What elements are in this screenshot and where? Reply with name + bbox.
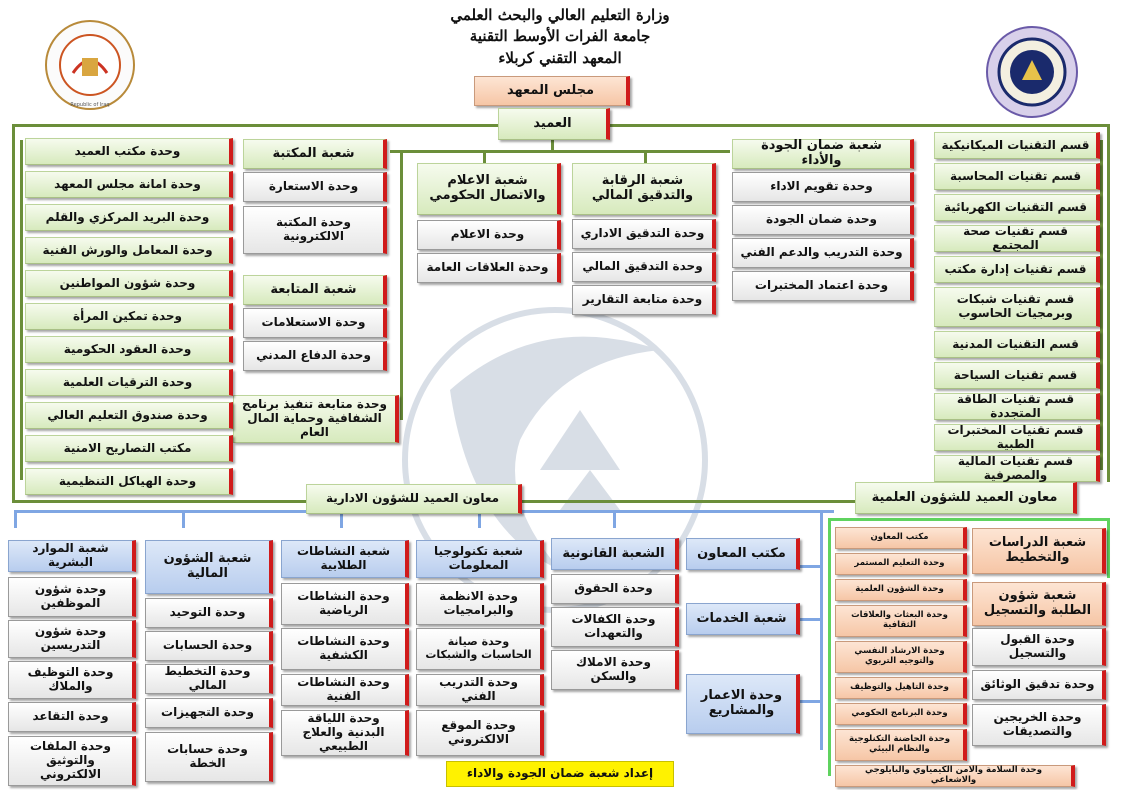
hr-unit-employees[interactable]: وحدة شؤون الموظفين <box>8 577 136 617</box>
institute-title: المعهد التقني كربلاء <box>498 49 622 67</box>
audit-unit-admin[interactable]: وحدة التدقيق الاداري <box>572 219 716 249</box>
unit-security-permits[interactable]: مكتب التصاريح الامنية <box>25 435 233 462</box>
sci-government-program[interactable]: وحدة البرنامج الحكومي <box>835 703 967 725</box>
finance-unit-plan-accounts[interactable]: وحدة حسابات الخطة <box>145 732 273 782</box>
university-title: جامعة الفرات الأوسط التقنية <box>469 27 651 45</box>
dept-renewable-energy[interactable]: قسم تقنيات الطاقة المتجددة <box>934 393 1100 420</box>
followup-division-head[interactable]: شعبة المتابعة <box>243 275 387 305</box>
finance-unit-planning[interactable]: وحدة التخطيط المالي <box>145 664 273 694</box>
it-unit-maintenance[interactable]: وحدة صيانة الحاسبات والشبكات <box>416 628 544 670</box>
audit-division-head[interactable]: شعبة الرقابة والتدقيق المالي <box>572 163 716 215</box>
dept-office-management[interactable]: قسم تقنيات إدارة مكتب <box>934 256 1100 283</box>
graduates-certification-unit[interactable]: وحدة الخريجين والتصديقات <box>972 704 1106 746</box>
unit-women-empowerment[interactable]: وحدة تمكين المرأة <box>25 303 233 330</box>
sci-continuing-education[interactable]: وحدة التعليم المستمر <box>835 553 967 575</box>
quality-unit-assurance[interactable]: وحدة ضمان الجودة <box>732 205 914 235</box>
dept-community-health[interactable]: قسم تقنيات صحة المجتمع <box>934 225 1100 252</box>
public-relations-unit[interactable]: وحدة العلاقات العامة <box>417 253 561 283</box>
audit-unit-reports[interactable]: وحدة متابعة التقارير <box>572 285 716 315</box>
hr-unit-retirement[interactable]: وحدة التقاعد <box>8 702 136 732</box>
library-division-head[interactable]: شعبة المكتبة <box>243 139 387 169</box>
dean-box[interactable]: العميد <box>498 108 610 140</box>
sci-counseling[interactable]: وحدة الارشاد النفسي والتوجيه التربوي <box>835 641 967 673</box>
studies-planning-division[interactable]: شعبة الدراسات والتخطيط <box>972 528 1106 574</box>
activities-unit-fitness[interactable]: وحدة اللياقة البدنية والعلاج الطبيعي <box>281 710 409 756</box>
document-verification-unit[interactable]: وحدة تدقيق الوثائق <box>972 670 1106 700</box>
unit-organizational-structures[interactable]: وحدة الهياكل التنظيمية <box>25 468 233 495</box>
finance-unit-accounts[interactable]: وحدة الحسابات <box>145 631 273 661</box>
legal-unit-rights[interactable]: وحدة الحقوق <box>551 574 679 604</box>
dept-tourism[interactable]: قسم تقنيات السياحة <box>934 362 1100 389</box>
library-unit-electronic[interactable]: وحدة المكتبة الالكترونية <box>243 206 387 254</box>
institute-council[interactable]: مجلس المعهد <box>474 76 630 106</box>
student-activities-head[interactable]: شعبة النشاطات الطلابية <box>281 540 409 578</box>
finance-division-head[interactable]: شعبة الشؤون المالية <box>145 540 273 594</box>
scientific-units-column <box>835 527 967 765</box>
activities-unit-arts[interactable]: وحدة النشاطات الفنية <box>281 674 409 706</box>
dean-units-column <box>25 138 233 501</box>
dept-electrical[interactable]: قسم التقنيات الكهربائية <box>934 194 1100 221</box>
student-affairs-division[interactable]: شعبة شؤون الطلبة والتسجيل <box>972 582 1106 626</box>
construction-projects-unit[interactable]: وحدة الاعمار والمشاريع <box>686 674 800 734</box>
it-unit-systems[interactable]: وحدة الانظمة والبرامجيات <box>416 583 544 625</box>
audit-unit-financial[interactable]: وحدة التدقيق المالي <box>572 252 716 282</box>
admin-deputy[interactable]: معاون العميد للشؤون الادارية <box>306 484 522 514</box>
prepared-by-footer: إعداد شعبة ضمان الجودة والاداء <box>446 761 674 787</box>
scientific-deputy[interactable]: معاون العميد للشؤون العلمية <box>855 482 1077 514</box>
admission-registration-unit[interactable]: وحدة القبول والتسجيل <box>972 628 1106 666</box>
sci-safety-unit[interactable]: وحدة السلامة والامن الكيمياوي والبايلوجي والاشعاعي <box>835 765 1075 787</box>
unit-higher-education-fund[interactable]: وحدة صندوق التعليم العالي <box>25 402 233 429</box>
ministry-title: وزارة التعليم العالي والبحث العلمي <box>450 6 670 24</box>
dept-accounting[interactable]: قسم تقنيات المحاسبة <box>934 163 1100 190</box>
services-division[interactable]: شعبة الخدمات <box>686 603 800 635</box>
hr-unit-recruitment[interactable]: وحدة التوظيف والملاك <box>8 661 136 699</box>
transparency-unit[interactable]: وحدة متابعة تنفيذ برنامج الشفافية وحماية المال العام <box>233 395 399 443</box>
unit-council-secretariat[interactable]: وحدة امانة مجلس المعهد <box>25 171 233 198</box>
it-division-head[interactable]: شعبة تكنولوجيا المعلومات <box>416 540 544 578</box>
library-unit-borrowing[interactable]: وحدة الاستعارة <box>243 172 387 202</box>
activities-unit-sports[interactable]: وحدة النشاطات الرياضية <box>281 583 409 625</box>
hr-unit-files-archiving[interactable]: وحدة الملفات والتوثيق الالكتروني <box>8 736 136 786</box>
it-unit-training[interactable]: وحدة التدريب الفني <box>416 674 544 706</box>
quality-unit-training[interactable]: وحدة التدريب والدعم الفني <box>732 238 914 268</box>
unit-citizen-affairs[interactable]: وحدة شؤون المواطنين <box>25 270 233 297</box>
sci-scientific-affairs[interactable]: وحدة الشؤون العلمية <box>835 579 967 601</box>
hr-unit-teaching-staff[interactable]: وحدة شؤون التدريسين <box>8 620 136 658</box>
followup-unit-civil-defense[interactable]: وحدة الدفاع المدني <box>243 341 387 371</box>
dept-civil[interactable]: قسم التقنيات المدنية <box>934 331 1100 358</box>
unit-central-mail[interactable]: وحدة البريد المركزي والقلم <box>25 204 233 231</box>
finance-unit-equipment[interactable]: وحدة التجهيزات <box>145 698 273 728</box>
dept-finance-banking[interactable]: قسم تقنيات المالية والمصرفية <box>934 455 1100 482</box>
quality-unit-lab-accreditation[interactable]: وحدة اعتماد المختبرات <box>732 271 914 301</box>
legal-unit-properties[interactable]: وحدة الاملاك والسكن <box>551 650 679 690</box>
sci-qualification-employment[interactable]: وحدة التاهيل والتوظيف <box>835 677 967 699</box>
sci-tech-incubator[interactable]: وحدة الحاضنة التكنلوجية والنظام البيئي <box>835 729 967 761</box>
legal-division-head[interactable]: الشعبة القانونية <box>551 538 679 570</box>
sci-scholarships[interactable]: وحدة البعثات والعلاقات الثقافية <box>835 605 967 637</box>
media-unit[interactable]: وحدة الاعلام <box>417 220 561 250</box>
unit-dean-office[interactable]: وحدة مكتب العميد <box>25 138 233 165</box>
deputy-office[interactable]: مكتب المعاون <box>686 538 800 570</box>
quality-division-head[interactable]: شعبة ضمان الجودة والأداء <box>732 139 914 169</box>
dept-mechanical[interactable]: قسم التقنيات الميكانيكية <box>934 132 1100 159</box>
ministry-logo <box>35 18 145 113</box>
quality-unit-evaluation[interactable]: وحدة تقويم الاداء <box>732 172 914 202</box>
dept-networks-software[interactable]: قسم تقنيات شبكات وبرمجيات الحاسوب <box>934 287 1100 327</box>
it-unit-website[interactable]: وحدة الموقع الالكتروني <box>416 710 544 756</box>
departments-column <box>934 132 1100 486</box>
legal-unit-guarantees[interactable]: وحدة الكفالات والتعهدات <box>551 607 679 647</box>
followup-unit-inquiries[interactable]: وحدة الاستعلامات <box>243 308 387 338</box>
sci-deputy-office[interactable]: مكتب المعاون <box>835 527 967 549</box>
media-division-head[interactable]: شعبة الاعلام والاتصال الحكومي <box>417 163 561 215</box>
unit-labs-workshops[interactable]: وحدة المعامل والورش الفنية <box>25 237 233 264</box>
svg-text:Republic of Iraq: Republic of Iraq <box>70 102 110 108</box>
dept-medical-labs[interactable]: قسم تقنيات المختبرات الطبية <box>934 424 1100 451</box>
unit-government-contracts[interactable]: وحدة العقود الحكومية <box>25 336 233 363</box>
finance-unit-unification[interactable]: وحدة التوحيد <box>145 598 273 628</box>
unit-scientific-promotions[interactable]: وحدة الترقيات العلمية <box>25 369 233 396</box>
activities-unit-scouts[interactable]: وحدة النشاطات الكشفية <box>281 628 409 670</box>
university-logo <box>985 25 1080 120</box>
hr-division-head[interactable]: شعبة الموارد البشرية <box>8 540 136 572</box>
